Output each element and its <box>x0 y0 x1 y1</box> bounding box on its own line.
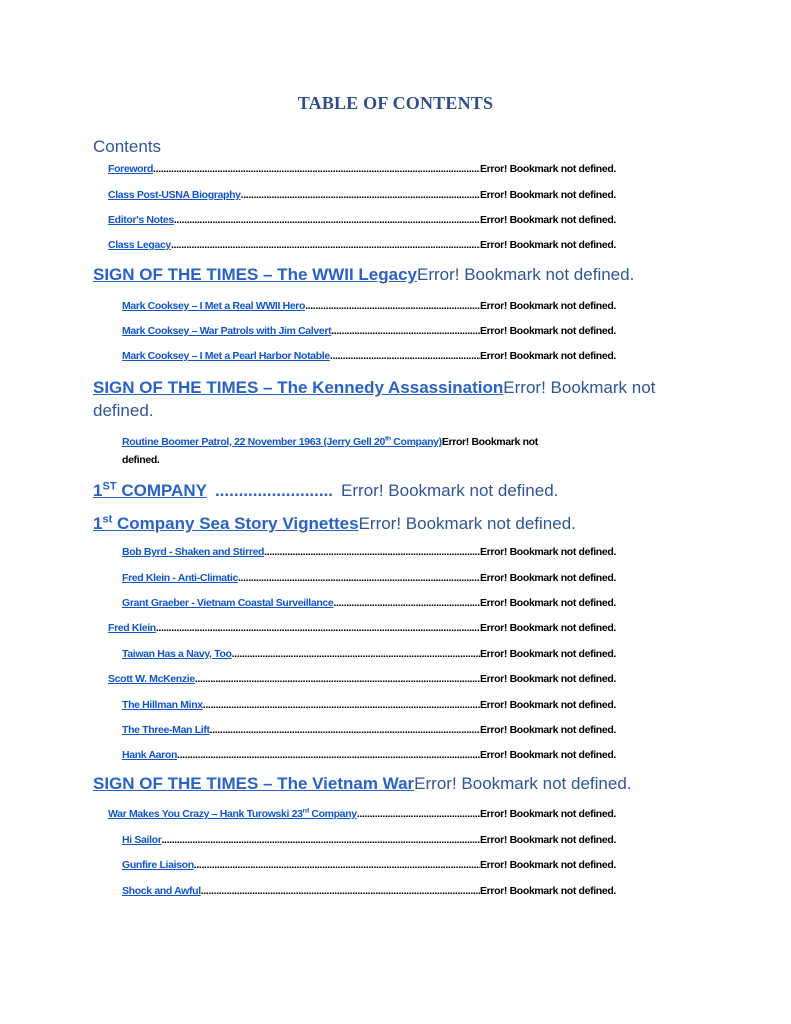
error-text-continued: defined. <box>122 454 160 466</box>
toc-entry-taiwan-has-a-navy[interactable] <box>122 648 616 660</box>
dot-leader <box>330 350 480 362</box>
error-text: Error! Bookmark not defined. <box>479 350 616 362</box>
dot-leader <box>241 189 480 201</box>
toc-entry-bob-byrd[interactable] <box>122 546 616 558</box>
toc-entry-three-man-lift[interactable] <box>122 724 616 736</box>
toc-entry-war-makes-you-crazy[interactable] <box>108 808 616 820</box>
dot-leader <box>210 724 480 736</box>
toc-entry-vietnam-war[interactable] <box>93 774 632 794</box>
toc-link[interactable]: 1ST COMPANY <box>93 480 207 500</box>
toc-link[interactable]: Shock and Awful <box>122 885 201 897</box>
dot-leader <box>161 834 479 846</box>
page-title: TABLE OF CONTENTS <box>297 93 494 113</box>
toc-link[interactable]: Grant Graeber - Vietnam Coastal Surveillance <box>122 597 334 609</box>
error-text: Error! Bookmark not <box>441 436 538 448</box>
error-text: Error! Bookmark not defined. <box>479 834 616 846</box>
toc-entry-kennedy-assassination[interactable] <box>93 376 703 422</box>
toc-link[interactable]: War Makes You Crazy – Hank Turowski 23rd Company <box>108 807 357 820</box>
dot-leader <box>305 300 480 312</box>
error-text: Error! Bookmark not defined. <box>479 239 616 251</box>
toc-entry-1st-company[interactable] <box>93 481 558 501</box>
error-text: Error! Bookmark not defined. <box>414 774 632 793</box>
toc-link[interactable]: 1st Company Sea Story Vignettes <box>93 513 359 533</box>
dot-leader <box>264 546 480 558</box>
toc-link[interactable]: Mark Cooksey – I Met a Pearl Harbor Notable <box>122 350 330 362</box>
dot-leader <box>357 808 480 820</box>
error-text: Error! Bookmark not defined. <box>479 859 616 871</box>
toc-entry-hillman-minx[interactable] <box>122 699 616 711</box>
toc-entry-gunfire-liaison[interactable] <box>122 859 616 871</box>
toc-entry-fred-klein[interactable] <box>108 622 616 634</box>
error-text: Error! Bookmark not defined. <box>479 163 616 175</box>
dot-leader <box>194 859 480 871</box>
error-text: Error! Bookmark not <box>503 378 656 397</box>
dot-leader <box>238 572 480 584</box>
dot-leader <box>195 673 480 685</box>
dot-leader <box>201 885 480 897</box>
dot-leader <box>232 648 480 660</box>
toc-link[interactable]: SIGN OF THE TIMES – The Kennedy Assassination <box>93 378 504 397</box>
toc-link[interactable]: Editor's Notes <box>108 214 174 226</box>
toc-entry-fred-klein-anti-climatic[interactable] <box>122 572 616 584</box>
toc-entry-sea-story-vignettes[interactable] <box>93 514 576 534</box>
error-text: Error! Bookmark not defined. <box>479 724 616 736</box>
toc-link[interactable]: Hank Aaron <box>122 749 178 761</box>
toc-entry-class-legacy[interactable] <box>108 239 616 251</box>
error-text-continued: defined. <box>93 401 154 420</box>
toc-link[interactable]: SIGN OF THE TIMES – The Vietnam War <box>93 774 415 793</box>
toc-entry-cooksey-war-patrols[interactable] <box>122 325 616 337</box>
error-text: Error! Bookmark not defined. <box>479 546 616 558</box>
error-text: Error! Bookmark not defined. <box>479 325 616 337</box>
toc-link[interactable]: Class Post-USNA Biography <box>108 189 241 201</box>
toc-entry-cooksey-pearl-harbor[interactable] <box>122 350 616 362</box>
dot-leader <box>331 325 480 337</box>
toc-entry-foreword[interactable] <box>108 163 616 175</box>
dot-leader: ......................... <box>214 481 334 500</box>
dot-leader <box>203 699 480 711</box>
toc-entry-hi-sailor[interactable] <box>122 834 616 846</box>
toc-entry-hank-aaron[interactable] <box>122 749 616 761</box>
toc-link[interactable]: Bob Byrd - Shaken and Stirred <box>122 546 265 558</box>
contents-heading: Contents <box>93 137 162 156</box>
toc-entry-editors-notes[interactable] <box>108 214 616 226</box>
error-text: Error! Bookmark not defined. <box>479 300 616 312</box>
toc-link[interactable]: Taiwan Has a Navy, Too <box>122 648 232 660</box>
dot-leader <box>153 163 480 175</box>
dot-leader <box>177 749 480 761</box>
toc-entry-wwii-legacy[interactable] <box>93 265 634 285</box>
toc-link[interactable]: Fred Klein - Anti-Climatic <box>122 572 238 584</box>
error-text: Error! Bookmark not defined. <box>479 699 616 711</box>
error-text: Error! Bookmark not defined. <box>479 572 616 584</box>
toc-link[interactable]: Foreword <box>108 163 154 175</box>
toc-entry-grant-graeber[interactable] <box>122 597 616 609</box>
toc-link[interactable]: Class Legacy <box>108 239 171 251</box>
toc-link[interactable]: Mark Cooksey – I Met a Real WWII Hero <box>122 300 306 312</box>
error-text: Error! Bookmark not defined. <box>341 481 559 500</box>
toc-link[interactable]: The Three-Man Lift <box>122 724 210 736</box>
error-text: Error! Bookmark not defined. <box>479 214 616 226</box>
toc-link[interactable]: Fred Klein <box>108 622 156 634</box>
toc-link[interactable]: Routine Boomer Patrol, 22 November 1963 (Jerry Gell 20th Company) <box>122 435 442 448</box>
toc-link[interactable]: The Hillman Minx <box>122 699 203 711</box>
error-text: Error! Bookmark not defined. <box>479 597 616 609</box>
toc-link[interactable]: SIGN OF THE TIMES – The WWII Legacy <box>93 265 417 284</box>
error-text: Error! Bookmark not defined. <box>479 673 616 685</box>
toc-entry-scott-mckenzie[interactable] <box>108 673 616 685</box>
error-text: Error! Bookmark not defined. <box>416 265 635 284</box>
dot-leader <box>171 239 480 251</box>
toc-entry-routine-boomer-patrol[interactable] <box>122 433 642 469</box>
error-text: Error! Bookmark not defined. <box>358 514 576 533</box>
error-text: Error! Bookmark not defined. <box>479 885 616 897</box>
error-text: Error! Bookmark not defined. <box>479 808 616 820</box>
dot-leader <box>156 622 480 634</box>
error-text: Error! Bookmark not defined. <box>479 648 616 660</box>
toc-link[interactable]: Mark Cooksey – War Patrols with Jim Calvert <box>122 325 332 337</box>
toc-link[interactable]: Scott W. McKenzie <box>108 673 195 685</box>
error-text: Error! Bookmark not defined. <box>479 749 616 761</box>
toc-link[interactable]: Hi Sailor <box>122 834 162 846</box>
dot-leader <box>333 597 480 609</box>
toc-entry-shock-and-awful[interactable] <box>122 885 616 897</box>
toc-entry-class-post-usna-biography[interactable] <box>108 189 616 201</box>
error-text: Error! Bookmark not defined. <box>479 189 616 201</box>
dot-leader <box>174 214 480 226</box>
toc-entry-cooksey-wwii-hero[interactable] <box>122 300 616 312</box>
toc-link[interactable]: Gunfire Liaison <box>122 859 194 871</box>
error-text: Error! Bookmark not defined. <box>479 622 616 634</box>
